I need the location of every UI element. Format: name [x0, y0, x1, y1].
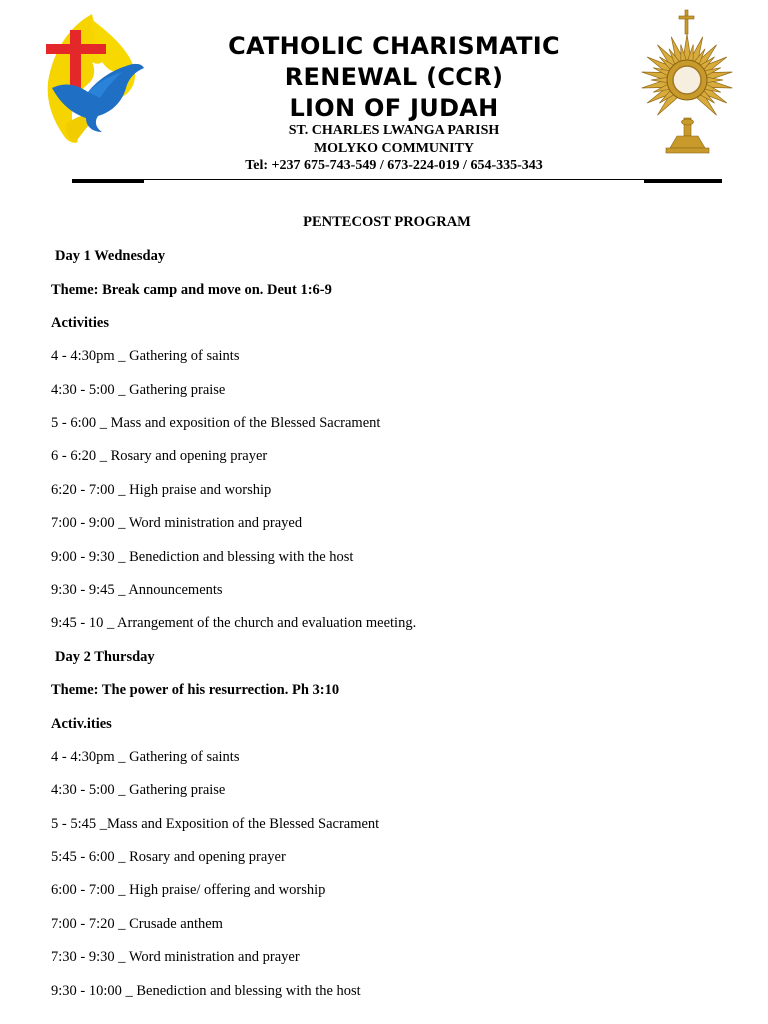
schedule-item: 4 - 4:30pm _ Gathering of saints — [51, 348, 240, 364]
schedule-item: 4 - 4:30pm _ Gathering of saints — [51, 749, 240, 765]
day1-activities-label: Activities — [51, 315, 109, 331]
schedule-item: 9:45 - 10 _ Arrangement of the church and evaluation meeting. — [51, 615, 417, 631]
schedule-item: 5 - 5:45 _Mass and Exposition of the Blessed Sacrament — [51, 816, 380, 832]
community-name: MOLYKO COMMUNITY — [313, 141, 475, 156]
schedule-item: 9:30 - 10:00 _ Benediction and blessing with the host — [51, 983, 361, 999]
schedule-item: 7:00 - 7:20 _ Crusade anthem — [51, 916, 223, 932]
parish-name: ST. CHARLES LWANGA PARISH — [288, 123, 500, 138]
schedule-item: 6:00 - 7:00 _ High praise/ offering and worship — [51, 882, 326, 898]
header-divider — [72, 179, 722, 180]
schedule-item: 9:30 - 9:45 _ Announcements — [51, 582, 223, 598]
organization-title — [150, 31, 638, 124]
day2-heading: Day 2 Thursday — [55, 649, 155, 665]
header-divider-right-thick — [644, 180, 722, 183]
schedule-item: 7:30 - 9:30 _ Word ministration and prayer — [51, 949, 300, 965]
monstrance-image — [640, 8, 735, 158]
header-divider-left-thick — [72, 180, 144, 183]
day2-activities-label: Activ.ities — [51, 716, 112, 732]
schedule-item: 9:00 - 9:30 _ Benediction and blessing with the host — [51, 549, 354, 565]
title-line-1: CATHOLIC CHARISMATIC — [228, 32, 560, 60]
telephone-line: Tel: +237 675-743-549 / 673-224-019 / 654-335-343 — [245, 158, 543, 173]
day1-heading: Day 1 Wednesday — [55, 248, 166, 264]
schedule-item: 4:30 - 5:00 _ Gathering praise — [51, 382, 226, 398]
title-line-2: RENEWAL (CCR) — [284, 63, 504, 91]
schedule-item: 7:00 - 9:00 _ Word ministration and prayed — [51, 515, 303, 531]
day1-theme: Theme: Break camp and move on. Deut 1:6-9 — [51, 282, 332, 298]
schedule-item: 6:20 - 7:00 _ High praise and worship — [51, 482, 272, 498]
schedule-item: 5 - 6:00 _ Mass and exposition of the Blessed Sacrament — [51, 415, 381, 431]
ccr-dove-cross-logo — [30, 12, 146, 146]
schedule-item: 5:45 - 6:00 _ Rosary and opening prayer — [51, 849, 286, 865]
title-line-3: LION OF JUDAH — [289, 94, 499, 122]
day2-theme: Theme: The power of his resurrection. Ph 3:10 — [51, 682, 340, 698]
schedule-item: 6 - 6:20 _ Rosary and opening prayer — [51, 448, 268, 464]
program-title: PENTECOST PROGRAM — [303, 214, 471, 230]
schedule-item: 4:30 - 5:00 _ Gathering praise — [51, 782, 226, 798]
